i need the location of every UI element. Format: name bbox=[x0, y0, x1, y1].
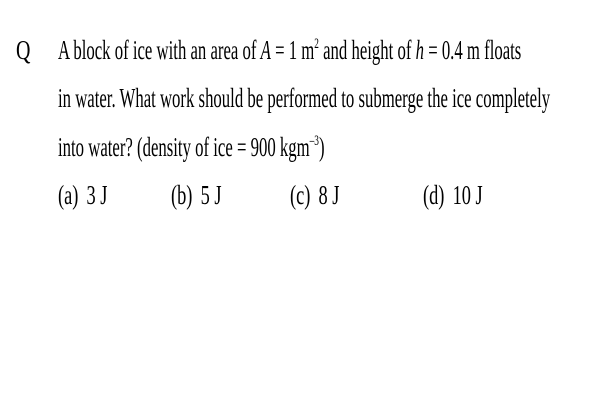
option-a[interactable] bbox=[58, 175, 107, 215]
option-b[interactable] bbox=[171, 175, 221, 215]
option-tag: (b) bbox=[171, 180, 193, 210]
question-line-1 bbox=[58, 30, 521, 70]
option-value: 5 J bbox=[200, 180, 222, 210]
question-text: ) bbox=[318, 132, 325, 162]
variable-area: A bbox=[260, 35, 271, 65]
option-value: 3 J bbox=[86, 180, 108, 210]
question-line-3 bbox=[58, 127, 325, 167]
option-tag: (a) bbox=[58, 180, 79, 210]
variable-height: h bbox=[415, 35, 425, 65]
question-line-2: in water. What work should be performed to submerge the ice completely bbox=[58, 83, 551, 113]
superscript: 2 bbox=[314, 36, 319, 52]
question-text: A block of ice with an area of bbox=[58, 35, 261, 65]
question-text: into water? (density of ice = 900 kgm bbox=[58, 132, 310, 162]
question-text: = 1 m bbox=[270, 35, 315, 65]
option-value: 8 J bbox=[318, 180, 340, 210]
option-d[interactable] bbox=[423, 175, 483, 215]
option-c[interactable] bbox=[290, 175, 339, 215]
superscript: –3 bbox=[309, 133, 319, 149]
question-label: Q bbox=[16, 35, 31, 65]
question-text: and height of bbox=[318, 35, 416, 65]
option-tag: (d) bbox=[423, 180, 445, 210]
option-value: 10 J bbox=[452, 180, 483, 210]
option-tag: (c) bbox=[290, 180, 311, 210]
question-text: = 0.4 m floats bbox=[424, 35, 522, 65]
